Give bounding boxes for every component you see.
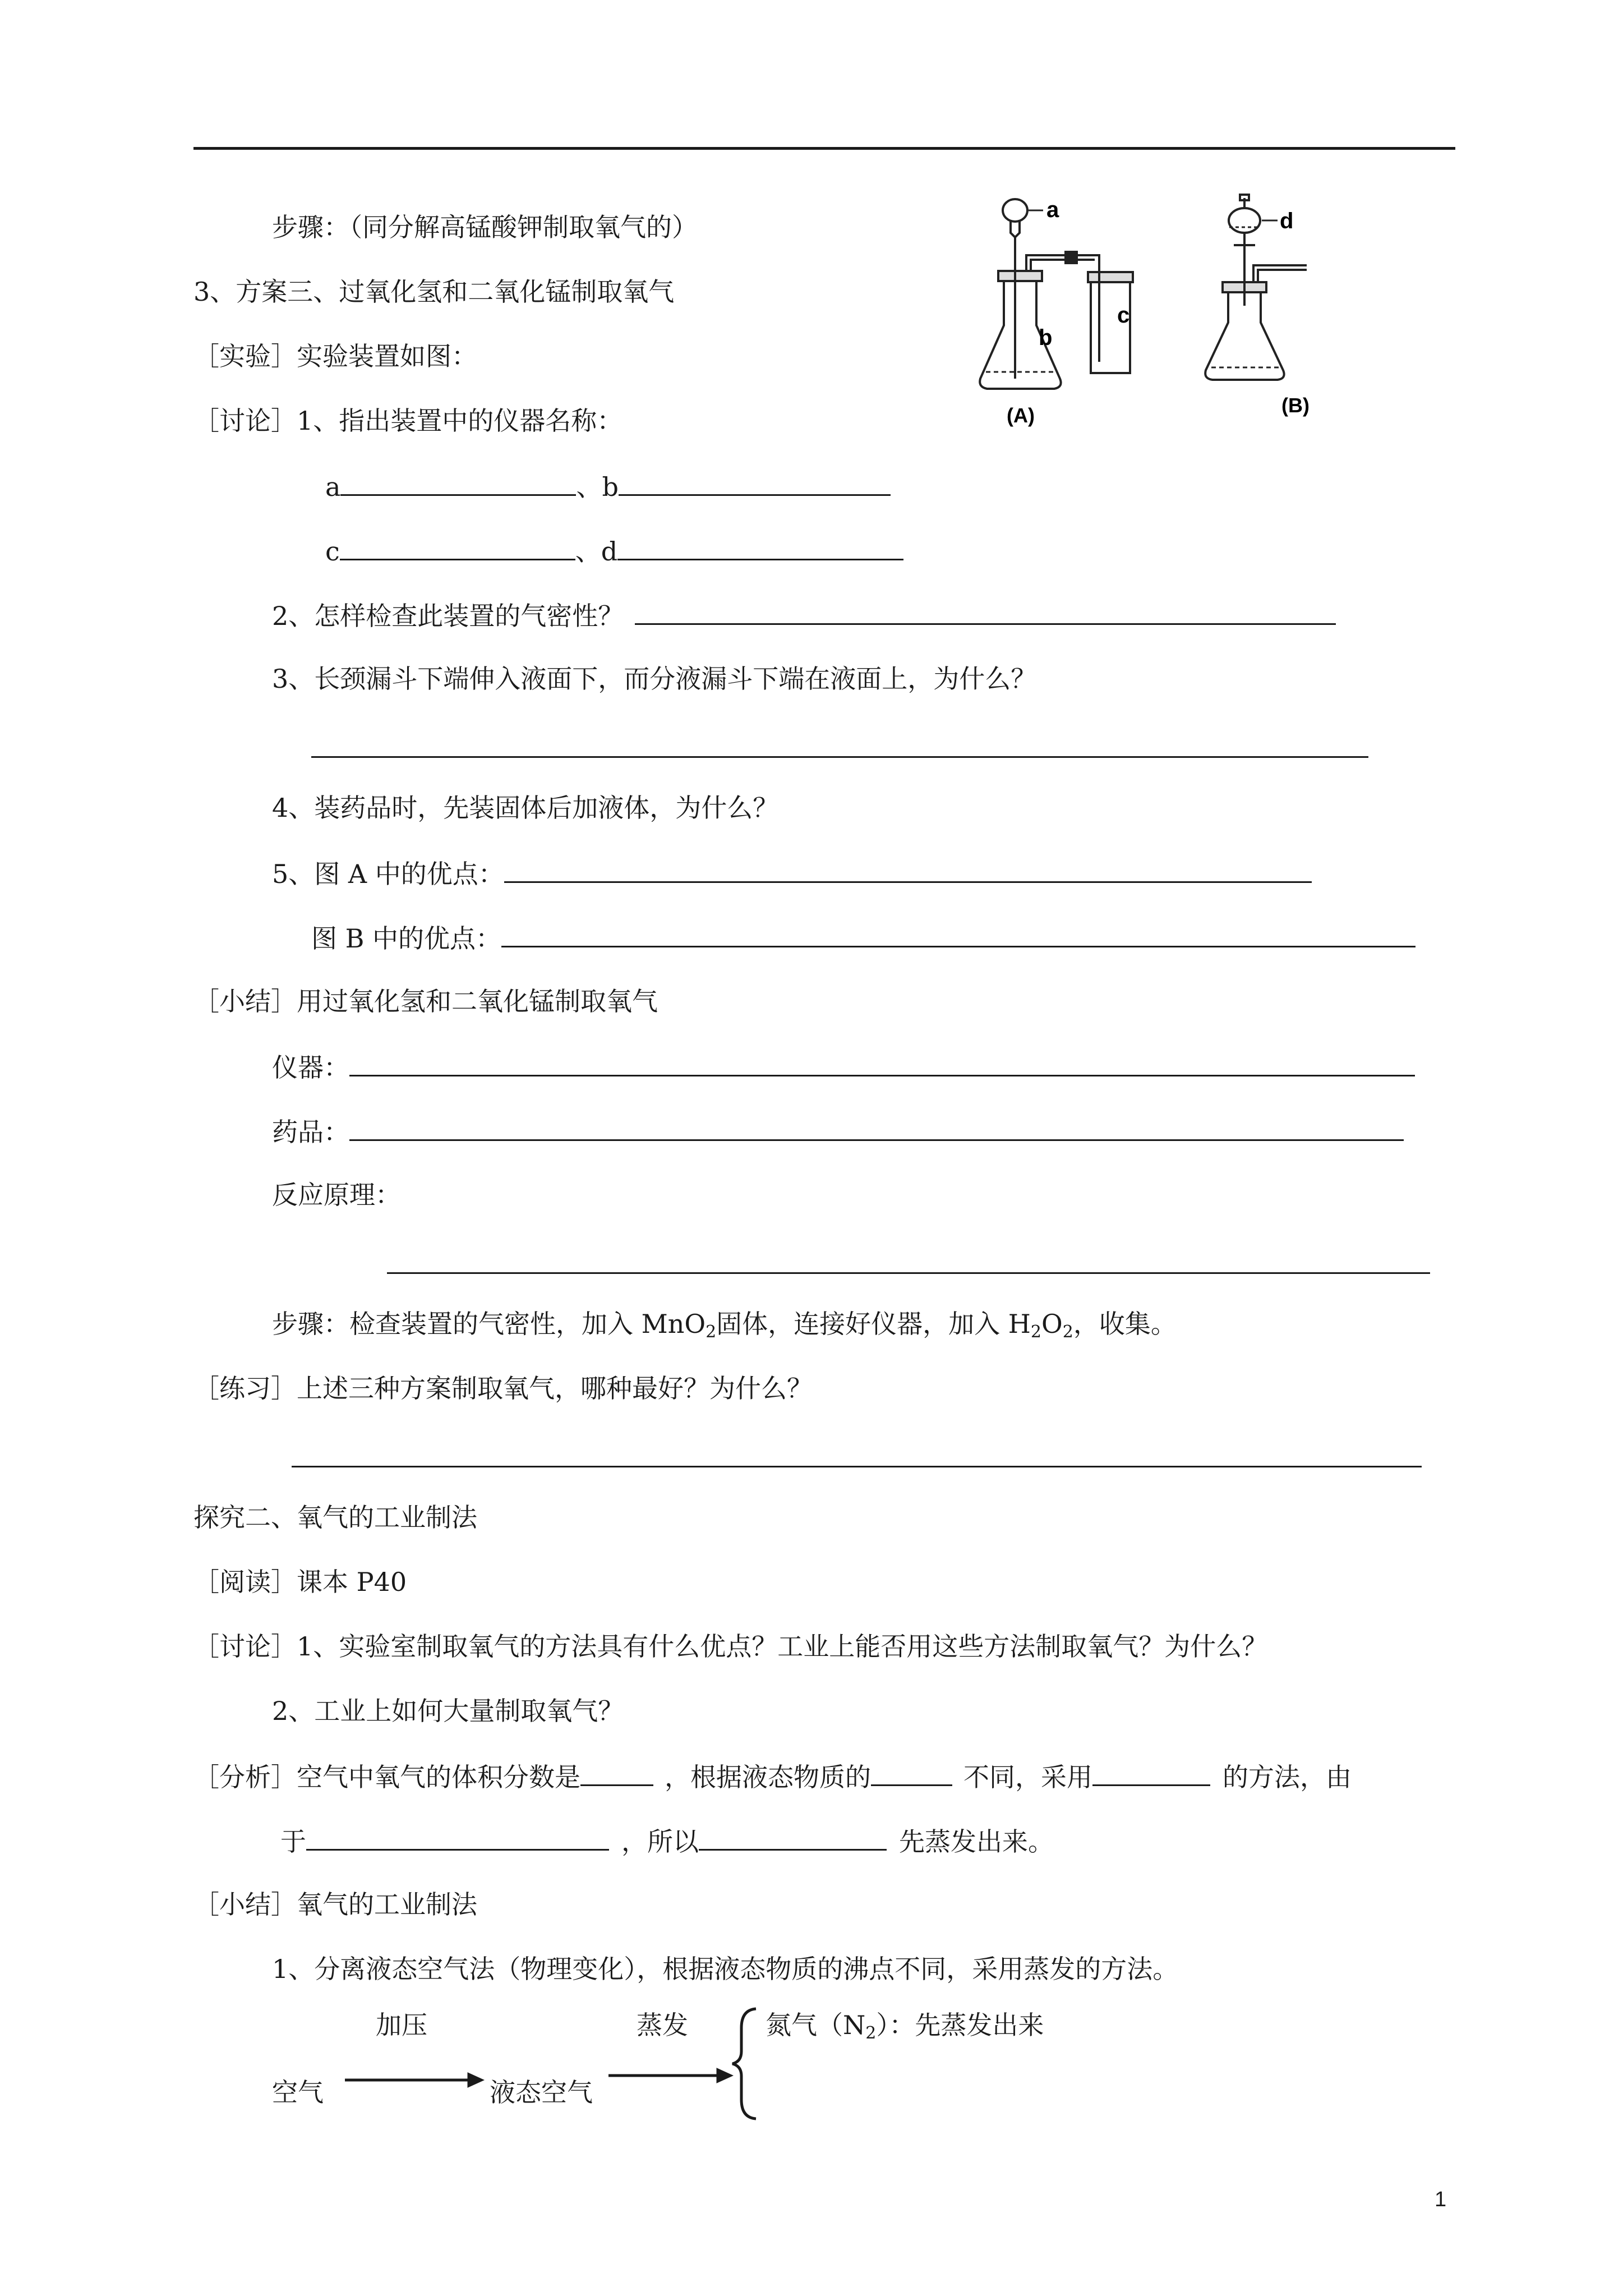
blank-ab-line [325,468,891,504]
principle-answer[interactable] [387,1272,1430,1274]
q5b-answer[interactable] [501,920,1415,947]
practice-line: ［练习］上述三种方案制取氧气，哪种最好？为什么？ [193,1373,813,1404]
label-b: b [1039,325,1053,350]
caption-b: (B) [1281,394,1310,417]
drugs-label: 药品： [272,1117,349,1147]
flow-brace [729,2005,763,2123]
flow-liquid-air: 液态空气 [490,2077,593,2108]
analysis-line [193,1759,1352,1794]
label-d: d [1280,209,1294,233]
analysis-text-d: 的方法，由 [1223,1762,1352,1792]
q3-answer[interactable] [311,756,1368,758]
analysis-text-b: ，根据液态物质的 [665,1762,871,1792]
step2-sub1: 2 [706,1322,717,1342]
flow-evaporate-label: 蒸发 [637,2010,688,2040]
blank-cd-line [325,533,903,568]
q2-line [272,597,1336,633]
step2-sub3: 2 [1062,1322,1073,1342]
caption-a: (A) [1007,404,1035,427]
q4-line: 4、装药品时，先装固体后加液体，为什么？ [272,793,779,823]
practice-answer[interactable] [292,1466,1422,1467]
blank-a-label: a [325,472,341,502]
flow-air: 空气 [272,2077,324,2108]
flow-n2-text-b: ）：先蒸发出来 [876,2010,1044,2040]
blank-a-input[interactable] [340,468,576,496]
analysis-text-e: 于 [280,1826,306,1857]
experiment-line: ［实验］实验装置如图： [193,341,477,371]
blank-c-label: c [325,536,340,567]
flow-arrow-2-head [718,2070,730,2081]
blank-d-label: 、d [575,536,618,567]
flow-n2 [766,2008,1044,2050]
analysis-text-f: ，所以 [621,1826,699,1857]
method1-line: 1、分离液态空气法（物理变化），根据液态物质的沸点不同，采用蒸发的方法。 [272,1954,1179,1984]
step2-text-b: 固体，连接好仪器，加入 H [716,1309,1031,1339]
q5-line [272,855,1312,891]
step2-line [272,1307,1177,1349]
principle-line: 反应原理： [272,1180,401,1210]
label-c: c [1117,303,1130,328]
q2-answer[interactable] [635,597,1336,625]
analysis-text-a: ［分析］空气中氧气的体积分数是 [193,1762,580,1792]
discuss2-line: ［讨论］1、实验室制取氧气的方法具有什么优点？工业上能否用这些方法制取氧气？为什么？ [193,1631,1268,1662]
q2-text: 2、怎样检查此装置的气密性？ [272,601,624,631]
label-a: a [1046,197,1059,222]
blank-c-input[interactable] [340,533,575,560]
analysis-blank-5[interactable] [699,1823,887,1851]
flow-n2-text-a: 氮气（N [766,2010,866,2040]
analysis-line2 [280,1823,1054,1858]
analysis-text-g: 先蒸发出来。 [899,1826,1054,1857]
flow-arrow-1-head [469,2074,481,2086]
analysis-blank-3[interactable] [1092,1759,1210,1786]
summary1-line: ［小结］用过氧化氢和二氧化锰制取氧气 [193,986,658,1016]
analysis-blank-2[interactable] [871,1759,952,1786]
apparatus-figure [970,194,1329,435]
step2-text-a: 步骤：检查装置的气密性，加入 MnO [272,1309,706,1339]
blank-d-input[interactable] [617,533,903,560]
q5-text: 5、图 A 中的优点： [272,859,504,889]
header-rule [193,147,1455,150]
page-number: 1 [1435,2188,1447,2211]
drugs-answer[interactable] [349,1114,1404,1141]
read-line: ［阅读］课本 P40 [193,1567,407,1597]
flow-pressurize-label: 加压 [376,2010,427,2040]
q5b-text: 图 B 中的优点： [311,923,502,954]
analysis-blank-1[interactable] [580,1759,653,1786]
analysis-blank-4[interactable] [306,1823,609,1851]
step2-sub2: 2 [1030,1322,1041,1342]
flow-n2-sub: 2 [865,2023,877,2043]
explore2-heading: 探究二、氧气的工业制法 [193,1502,477,1533]
instruments-label: 仪器： [272,1052,349,1083]
drugs-line [272,1114,1404,1149]
instruments-answer[interactable] [349,1049,1415,1076]
step2-text-c: O [1041,1309,1063,1339]
flow-arrows [336,2064,740,2098]
step1-line: 步骤：（同分解高锰酸钾制取氧气的） [272,212,698,242]
discuss1-line: ［讨论］1、指出装置中的仪器名称： [193,406,623,436]
step2-text-d: ，收集。 [1073,1309,1177,1339]
analysis-text-c: 不同，采用 [963,1762,1092,1792]
instruments-line [272,1049,1415,1084]
summary2-line: ［小结］氧气的工业制法 [193,1889,477,1920]
q5b-line [311,920,1415,955]
blank-b-label: 、b [576,472,619,502]
plan3-heading: 3、方案三、过氧化氢和二氧化锰制取氧气 [193,277,675,307]
q5-answer[interactable] [504,855,1312,883]
q3-line: 3、长颈漏斗下端伸入液面下，而分液漏斗下端在液面上，为什么？ [272,664,1037,694]
blank-b-input[interactable] [619,468,891,496]
discuss2b-line: 2、工业上如何大量制取氧气？ [272,1696,624,1726]
